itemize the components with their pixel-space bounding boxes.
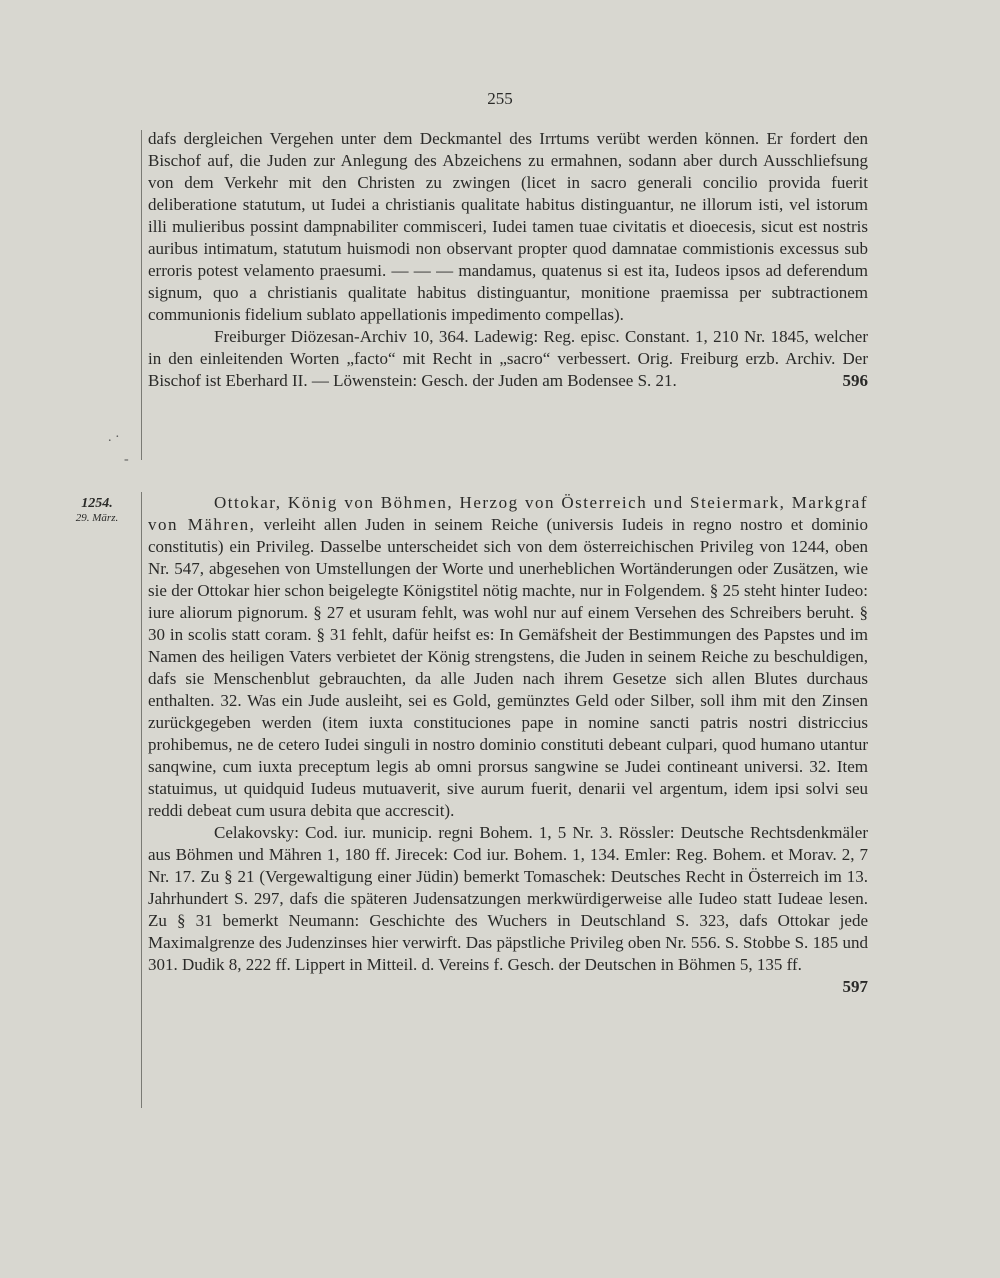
page-number: 255 — [487, 89, 513, 108]
margin-dot: - — [124, 452, 129, 467]
entry-596 — [148, 128, 868, 392]
margin-year: 1254. — [81, 496, 113, 511]
entry-597-sources — [148, 822, 868, 996]
entry-596-body: dafs dergleichen Vergehen unter dem Deckmantel des Irrtums verübt werden können. Er fordert den Bischof auf, die Juden zur Anlegung des Abzeichens zu ermahnen, sodann aber durch Ausschliefsung von dem Verkehr mit den Christen zu zwingen (licet in sacro generali concilio provida fuerit deliberatione statutum, ut Iudei a christianis qualitate habitus distinguantur, ne illorum isti, vel istorum illi mulieribus possint dampnabiliter commisceri, Iudei tamen tuae civitatis et dioecesis, sicut est nostris auribus intimatum, statutum huismodi non observant propter quod damnatae commistionis excessus sub erroris potest velamento praesumi. — — — mandamus, quatenus si est ita, Iudeos ipsos ad deferendum signum, quo a christianis qualitate habitus distinguantur, monitione praemissa per subtractionem communionis fidelium sublato appellationis impedimento compellas). — [148, 129, 868, 324]
entry-597-heading: Ottokar, König von Böhmen, Herzog von Österreich und Steiermark, Markgraf von Mähren, — [148, 493, 868, 534]
margin-date: 29. März. — [75, 512, 119, 524]
document-number-596: 596 — [842, 371, 868, 390]
entry-597-body-text: verleiht allen Juden in seinem Reiche (universis Iudeis in regno nostro et dominio constitutis) ein Privileg. Dasselbe unterscheidet sich von dem österreichischen Privileg von 1244, oben Nr. 547, abgesehen von Umstellungen der Worte und unerheblichen Wortänderungen oder Zusätzen, wie sie der Ottokar hier schon beigelegte Königstitel nötig machte, nur in Folgendem. § 25 steht hinter Iudeo: iure aliorum pignorum. § 27 et usuram fehlt, was wohl nur auf einem Versehen des Schreibers beruht. § 30 in scolis statt coram. § 31 fehlt, dafür heifst es: In Gemäfsheit der Bestimmungen des Papstes und im Namen des heiligen Vaters verbietet der König strengstens, die Juden in seinem Reiche zu beschuldigen, dafs sie Menschenblut gebrauchten, da alle Juden nach ihrem Gesetze sich allen Blutes durchaus enthalten. 32. Was ein Jude ausleiht, sei es Gold, gemünztes Geld oder Silber, soll ihm mit den Zinsen zurückgegeben werden (item iuxta constituciones pape in nomine sancti patris nostri districcius prohibemus, ne de cetero Iudei singuli in nostro dominio constituti debeant culpari, quod humano utantur sanqwine, cum iuxta preceptum legis ab omni prorsus sangwine se Judei contineant universi. 32. Item statuimus, ut quidquid Iudeus mutuaverit, sive aurum fuerit, denarii vel argentum, idem ipsi solvi seu reddi debeat cum usura debita que accrescit). — [148, 515, 868, 820]
document-number-597: 597 — [842, 977, 868, 996]
margin-rule-596 — [141, 130, 142, 460]
entry-597-body — [148, 492, 868, 822]
entry-597-margin-note — [62, 496, 132, 525]
entry-597 — [148, 492, 868, 998]
entry-596-sources — [148, 326, 868, 392]
margin-dot: . · — [108, 430, 120, 445]
entry-597-sources-text: Celakovsky: Cod. iur. municip. regni Bohem. 1, 5 Nr. 3. Rössler: Deutsche Rechtsdenkmäler aus Böhmen und Mähren 1, 180 ff. Jirecek: Cod iur. Bohem. 1, 134. Emler: Reg. Bohem. et Morav. 2, 7 Nr. 17. Zu § 21 (Vergewaltigung einer Jüdin) bemerkt Tomaschek: Deutsches Recht in Österreich im 13. Jahrhundert S. 297, dafs die späteren Judensatzungen merkwürdigerweise alle Iudeo statt Iudeae lesen. Zu § 31 bemerkt Neumann: Geschichte des Wuchers in Deutschland S. 323, dafs Ottokar jede Maximalgrenze des Judenzinses hier verwirft. Das päpstliche Privileg oben Nr. 556. S. Stobbe S. 185 und 301. Dudik 8, 222 ff. Lippert in Mitteil. d. Vereins f. Gesch. der Deutschen in Böhmen 5, 135 ff. — [148, 823, 868, 974]
entry-596-sources-text: Freiburger Diözesan-Archiv 10, 364. Ladewig: Reg. episc. Constant. 1, 210 Nr. 1845, welcher in den einleitenden Worten „facto“ mit Recht in „sacro“ verbessert. Orig. Freiburg erzb. Archiv. Der Bischof ist Eberhard II. — Löwenstein: Gesch. der Juden am Bodensee S. 21. — [148, 327, 868, 390]
margin-rule-597 — [141, 492, 142, 1108]
